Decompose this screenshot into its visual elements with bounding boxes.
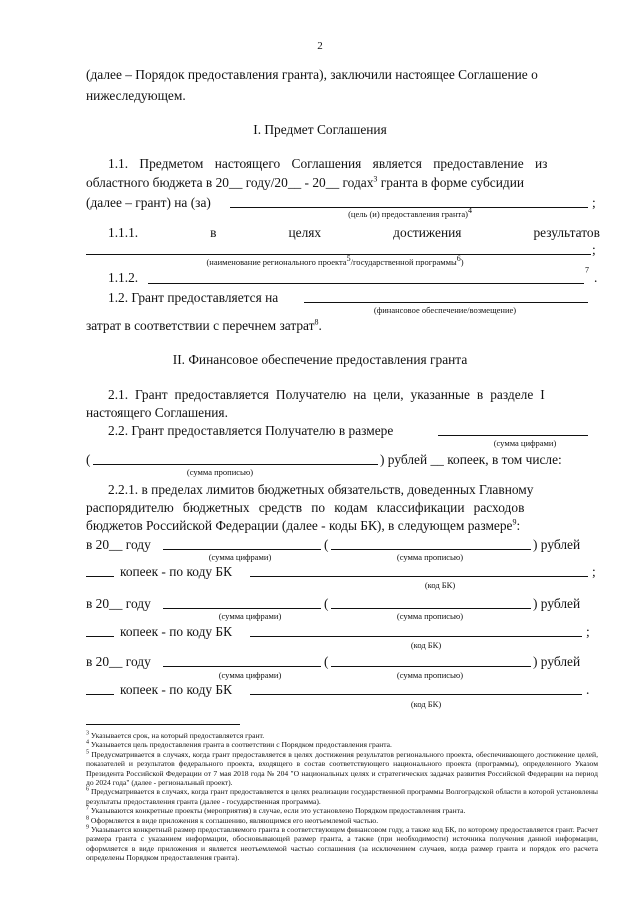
p22-caption-digits: (сумма цифрами) bbox=[493, 438, 557, 448]
year-3-code-blank[interactable] bbox=[250, 694, 582, 695]
p221-line-3-end: : bbox=[516, 518, 521, 533]
p12-text: 1.2. Грант предоставляется на bbox=[108, 290, 279, 305]
section-1-heading: I. Предмет Соглашения bbox=[253, 122, 387, 137]
p221-line-3 bbox=[86, 518, 520, 534]
p11-line-2-text-b: гранта в форме субсидии bbox=[377, 175, 525, 190]
footnote-7 bbox=[86, 806, 598, 815]
p22-words-blank[interactable] bbox=[93, 464, 378, 465]
footnote-6-text: Предусматривается в случаях, когда грант предоставляется в целях реализации государственной программы Волгоградской области в которой установлены результаты предоставления гранта (далее - государственная программа). bbox=[86, 787, 598, 806]
footnote-3-number: 3 bbox=[86, 730, 89, 737]
year-2-kop-text: копеек - по коду БК bbox=[120, 624, 233, 639]
p112-dot: . bbox=[594, 270, 598, 285]
p11-line-2 bbox=[86, 175, 600, 191]
footnote-4-number: 4 bbox=[86, 739, 89, 746]
footnote-7-text: Указываются конкретные проекты (мероприятия) в случае, если это установлено Порядком предоставления гранта. bbox=[90, 806, 466, 816]
year-3-kop-blank[interactable] bbox=[86, 694, 114, 695]
p11-line-1 bbox=[108, 156, 600, 172]
footnote-5-text: Предусматривается в случаях, когда грант предоставляется в целях достижения результатов регионального проекта, обеспечивающего достижение целей, показателей и результатов федерального проекта, входящего в состав соответствующего национального проекта (программы), определенного Указом Президента Российской Федерации от 7 мая 2018 года № 204 "О национальных целях и стратегических задачах развития Российской Федерации на период до 2024 года" (далее - региональный проект). bbox=[86, 749, 598, 788]
p12-caption: (финансовое обеспечение/возмещение) bbox=[373, 305, 517, 315]
p11-blank-line[interactable] bbox=[230, 207, 588, 208]
footnote-ref-5: 5 bbox=[346, 254, 351, 264]
p11-semicolon: ; bbox=[592, 195, 596, 210]
p111-caption-b: /государственной программы bbox=[350, 257, 457, 267]
p112-footnote-ref bbox=[585, 266, 589, 282]
footnote-ref-8: 8 bbox=[314, 317, 319, 327]
year-1-caption-words: (сумма прописью) bbox=[396, 552, 464, 562]
p12-line-2-text: затрат в соответствии с перечнем затрат bbox=[86, 318, 315, 333]
p112-label: 1.1.2. bbox=[108, 270, 139, 285]
footnote-8-number: 8 bbox=[86, 815, 89, 822]
year-2-words-blank[interactable] bbox=[331, 608, 531, 609]
p112-blank-line[interactable] bbox=[148, 283, 584, 284]
footnote-5-number: 5 bbox=[86, 749, 89, 756]
p111-word-5: результатов bbox=[533, 225, 600, 240]
p11-line-2-text: областного бюджета в 20__ году/20__ - 20__ годах bbox=[86, 175, 374, 190]
footnote-ref-9: 9 bbox=[512, 517, 517, 527]
p22-open-paren: ( bbox=[86, 452, 91, 467]
section-2-heading: II. Финансовое обеспечение предоставления гранта bbox=[172, 352, 468, 367]
p111-word-3: целях bbox=[288, 225, 322, 240]
footnote-ref-4: 4 bbox=[467, 206, 472, 216]
year-2-code-blank[interactable] bbox=[250, 636, 582, 637]
p111-caption bbox=[150, 254, 520, 267]
year-2-kop-blank[interactable] bbox=[86, 636, 114, 637]
p22-line-2-close: ) рублей __ копеек, в том числе: bbox=[380, 452, 562, 467]
p21-line-2: настоящего Соглашения. bbox=[86, 405, 228, 420]
year-1-open-paren: ( bbox=[324, 537, 329, 552]
p221-line-3-text: бюджетов Российской Федерации (далее - коды БК), в следующем размере bbox=[86, 518, 513, 533]
footnote-6 bbox=[86, 787, 598, 806]
year-1-digits-blank[interactable] bbox=[163, 549, 321, 550]
year-3-caption-words: (сумма прописью) bbox=[396, 670, 464, 680]
p11-caption bbox=[320, 206, 500, 219]
p111-semicolon: ; bbox=[592, 242, 596, 257]
p221-line-1: 2.2.1. в пределах лимитов бюджетных обязательств, доведенных Главному bbox=[108, 482, 534, 497]
p21-line-1: 2.1. Грант предоставляется Получателю на цели, указанные в разделе I bbox=[108, 387, 545, 402]
year-1-words-blank[interactable] bbox=[331, 549, 531, 550]
year-2-digits-blank[interactable] bbox=[163, 608, 321, 609]
year-3-close: ) рублей bbox=[533, 654, 581, 669]
year-3-words-blank[interactable] bbox=[331, 666, 531, 667]
year-1-label: в 20__ году bbox=[86, 537, 151, 552]
footnote-ref-6: 6 bbox=[456, 254, 461, 264]
footnote-5 bbox=[86, 750, 598, 788]
footnote-9-number: 9 bbox=[86, 824, 89, 831]
p12-line-2 bbox=[86, 318, 322, 334]
p11-line-1-text: 1.1. Предметом настоящего Соглашения является предоставление из bbox=[108, 156, 548, 171]
year-1-caption-digits: (сумма цифрами) bbox=[208, 552, 272, 562]
year-1-caption-code: (код БК) bbox=[424, 580, 456, 590]
footnote-9 bbox=[86, 825, 598, 863]
footnote-7-number: 7 bbox=[86, 805, 89, 812]
year-3-kop-text: копеек - по коду БК bbox=[120, 682, 233, 697]
footnote-4 bbox=[86, 740, 598, 749]
year-1-kop-blank[interactable] bbox=[86, 576, 114, 577]
footnote-6-number: 6 bbox=[86, 786, 89, 793]
footnote-ref-3: 3 bbox=[373, 174, 378, 184]
year-2-end: ; bbox=[586, 624, 590, 639]
p221-line-2: распорядителю бюджетных средств по кодам классификации расходов bbox=[86, 500, 525, 515]
p11-line-3: (далее – грант) на (за) bbox=[86, 195, 211, 210]
p111-caption-a: (наименование регионального проекта bbox=[206, 257, 347, 267]
footnote-ref-7: 7 bbox=[585, 265, 589, 275]
p22-text: 2.2. Грант предоставляется Получателю в размере bbox=[108, 423, 394, 438]
p12-line-2-dot: . bbox=[318, 318, 322, 333]
year-3-label: в 20__ году bbox=[86, 654, 151, 669]
p111-word-1: 1.1.1. bbox=[108, 225, 139, 240]
year-1-code-blank[interactable] bbox=[250, 576, 588, 577]
year-2-close: ) рублей bbox=[533, 596, 581, 611]
p111-word-4: достижения bbox=[393, 225, 462, 240]
footnotes bbox=[86, 731, 598, 863]
p111-blank-line[interactable] bbox=[86, 254, 591, 255]
year-1-end: ; bbox=[592, 564, 596, 579]
year-2-caption-words: (сумма прописью) bbox=[396, 611, 464, 621]
p22-caption-words: (сумма прописью) bbox=[186, 467, 254, 477]
intro-line-2: нижеследующем. bbox=[86, 88, 186, 103]
p12-blank-line[interactable] bbox=[304, 302, 588, 303]
year-3-end: . bbox=[586, 682, 590, 697]
year-3-open-paren: ( bbox=[324, 654, 329, 669]
page-number: 2 bbox=[317, 40, 323, 52]
p111-word-2: в bbox=[210, 225, 217, 240]
p11-caption-text: (цель (и) предоставления гранта) bbox=[348, 209, 468, 219]
footnote-3-text: Указывается срок, на который предоставляется грант. bbox=[90, 731, 265, 740]
year-3-caption-code: (код БК) bbox=[410, 699, 442, 709]
year-1-kop-text: копеек - по коду БК bbox=[120, 564, 233, 579]
year-3-digits-blank[interactable] bbox=[163, 666, 321, 667]
p22-digits-blank[interactable] bbox=[438, 435, 588, 436]
p111-line-1 bbox=[108, 225, 600, 241]
footnote-8 bbox=[86, 816, 598, 825]
year-1-close: ) рублей bbox=[533, 537, 581, 552]
year-2-caption-digits: (сумма цифрами) bbox=[218, 611, 282, 621]
year-2-label: в 20__ году bbox=[86, 596, 151, 611]
p111-caption-c: ) bbox=[460, 257, 464, 267]
footnote-3 bbox=[86, 731, 598, 740]
footnote-separator bbox=[86, 724, 240, 725]
year-3-caption-digits: (сумма цифрами) bbox=[218, 670, 282, 680]
footnote-4-text: Указывается цель предоставления гранта в соответствии с Порядком предоставления гранта. bbox=[90, 740, 392, 750]
footnote-9-text: Указывается конкретный размер предоставляемого гранта в соответствующем финансовом году, а также код БК, по которому предоставляется грант. Расчет размера гранта с указанием информации, обосновывающей размер гранта, а также (при необходимости) источника получения данной информации, оформляется в виде приложения и является неотъемлемой частью соглашения (за исключением случаев, когда размер гранта и порядок его расчета определены Порядком предоставления гранта). bbox=[86, 825, 598, 863]
footnote-8-text: Оформляется в виде приложения к соглашению, являющимся его неотъемлемой частью. bbox=[90, 815, 379, 825]
year-2-open-paren: ( bbox=[324, 596, 329, 611]
intro-line-1: (далее – Порядок предоставления гранта), заключили настоящее Соглашение о bbox=[86, 67, 538, 82]
year-2-caption-code: (код БК) bbox=[410, 640, 442, 650]
